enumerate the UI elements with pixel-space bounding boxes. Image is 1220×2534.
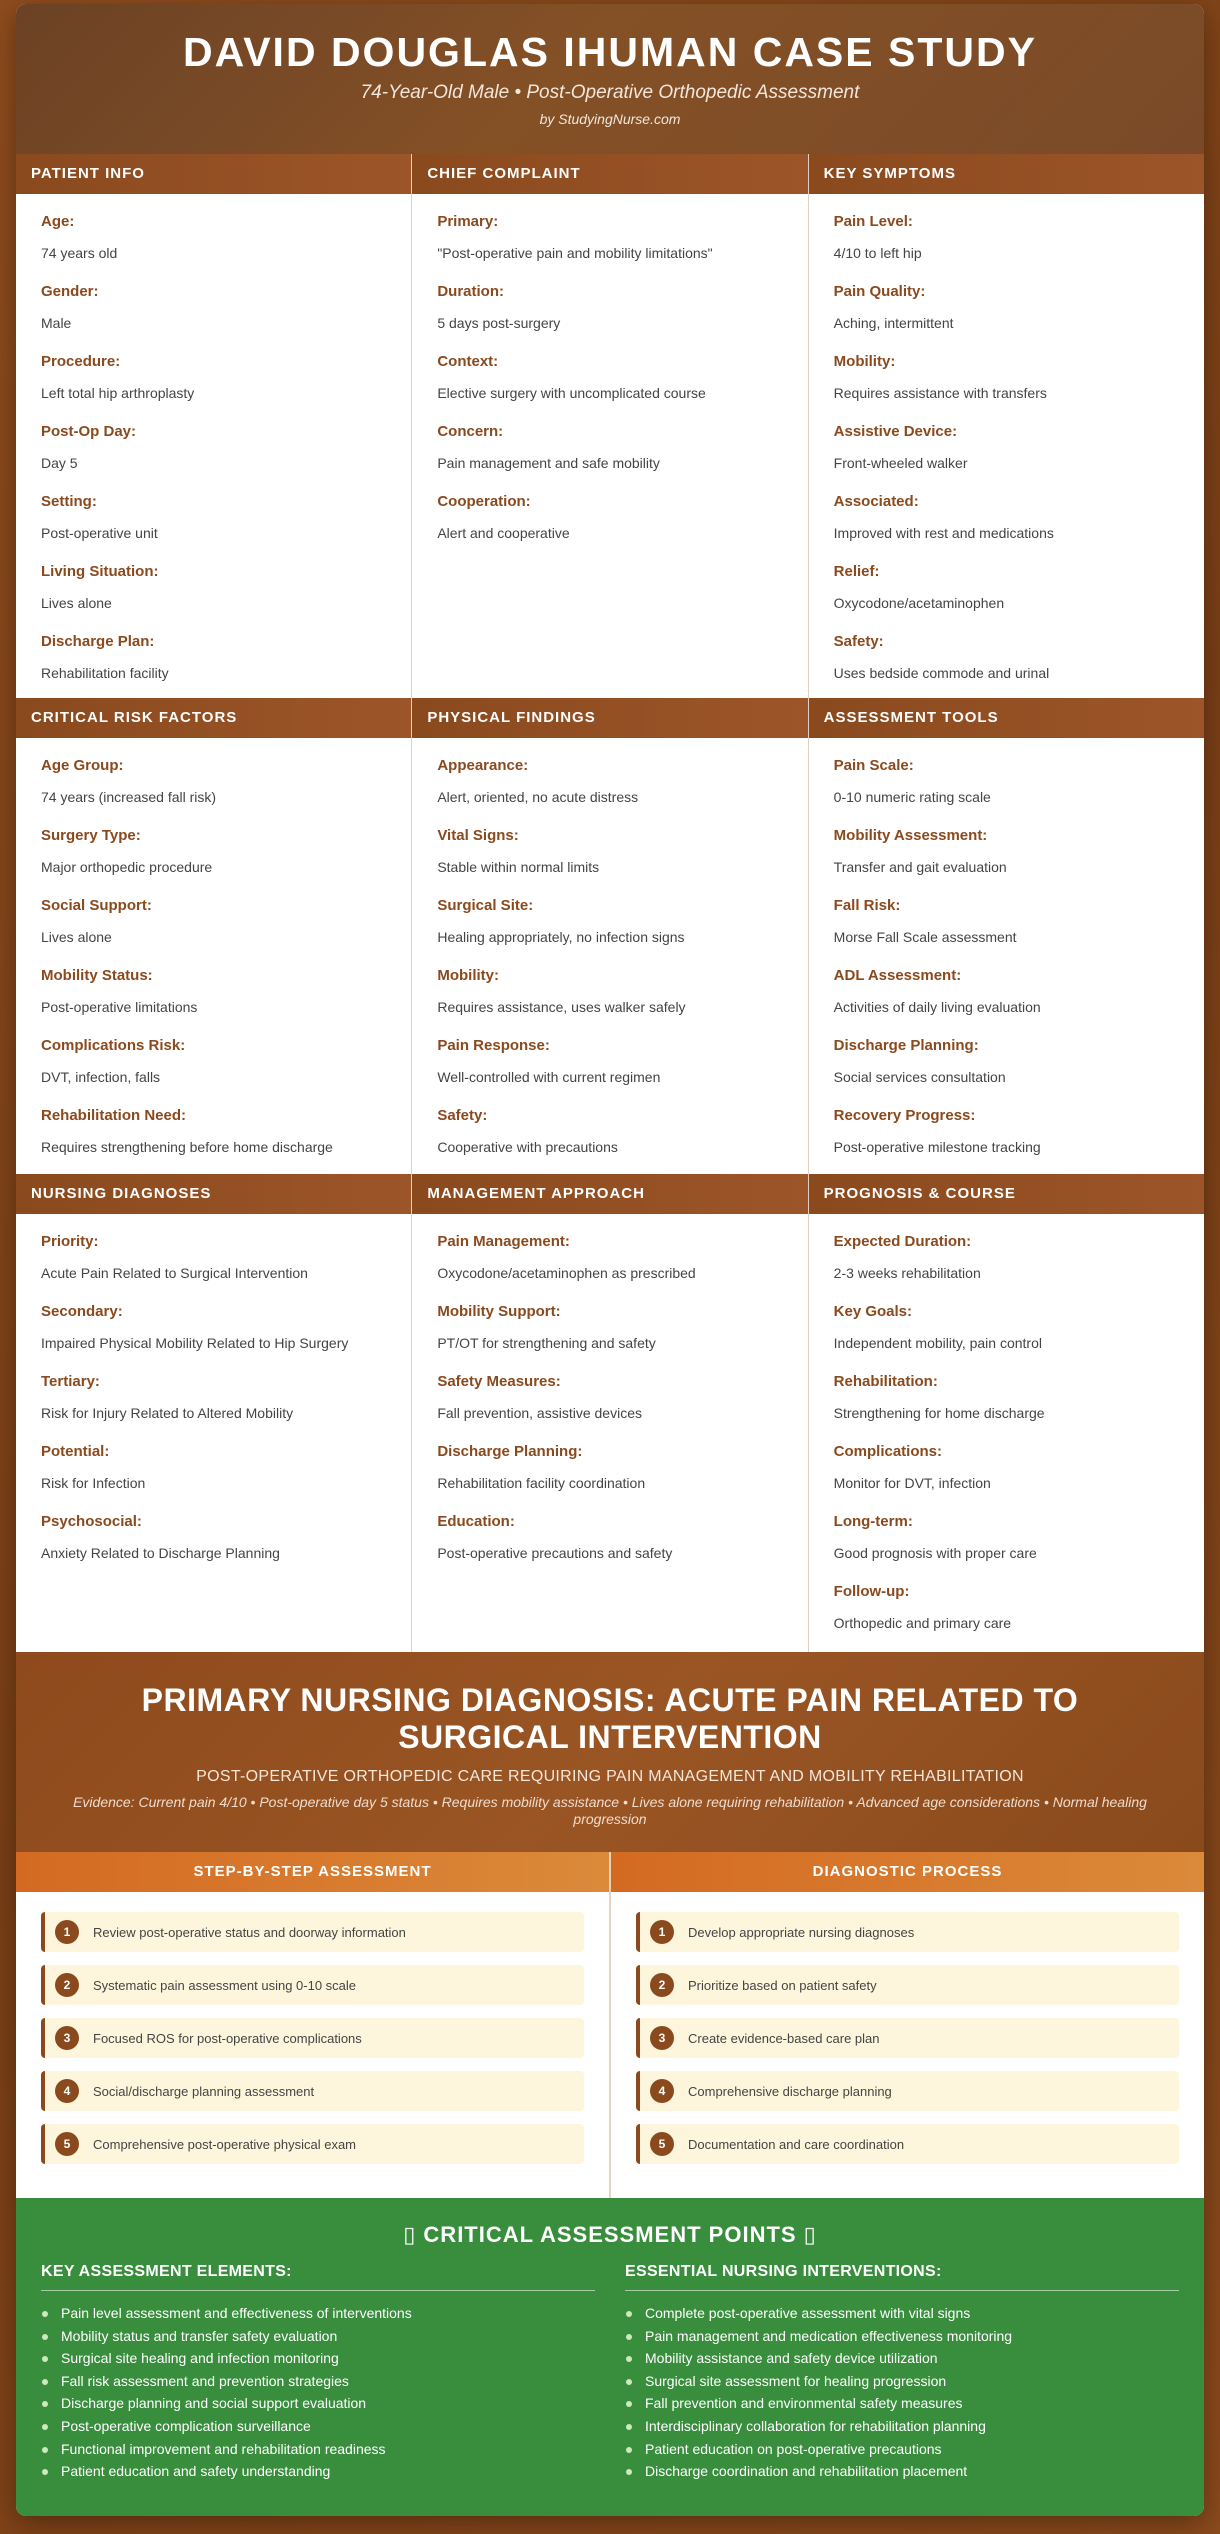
field-value: Improved with rest and medications [833, 525, 1054, 541]
info-row-2 [16, 698, 1204, 1174]
step-text: Comprehensive post-operative physical exam [93, 2136, 357, 2152]
field-value: Male [41, 315, 72, 331]
critical-column-title: ESSENTIAL NURSING INTERVENTIONS: [625, 2263, 1179, 2291]
critical-list-item: Fall prevention and environmental safety measures [625, 2392, 1179, 2415]
field-value: Healing appropriately, no infection signs [437, 929, 685, 945]
critical-list-item: Fall risk assessment and prevention strategies [41, 2370, 595, 2393]
section-title: CHIEF COMPLAINT [412, 154, 807, 194]
field-item [41, 1372, 386, 1422]
field-label: Age Group: [41, 757, 124, 774]
critical-columns [16, 2263, 1204, 2483]
field-item [41, 966, 386, 1016]
step-number-badge: 3 [650, 2026, 674, 2050]
field-value: Oxycodone/acetaminophen [833, 595, 1005, 611]
critical-list-item: Pain management and medication effectiveness monitoring [625, 2325, 1179, 2348]
field-item [41, 632, 386, 682]
chief-complaint-section [412, 154, 808, 698]
field-label: Pain Quality: [833, 283, 926, 300]
field-label: Setting: [41, 493, 97, 510]
field-value: 0-10 numeric rating scale [833, 789, 991, 805]
field-label: Mobility Assessment: [833, 827, 988, 844]
field-label: Safety Measures: [437, 1373, 561, 1390]
step-text: Create evidence-based care plan [688, 2030, 880, 2046]
step-item [636, 2071, 1179, 2111]
case-study-card [16, 4, 1204, 2516]
section-title: KEY SYMPTOMS [809, 154, 1204, 194]
critical-list-item: Patient education on post-operative precautions [625, 2438, 1179, 2461]
field-label: Pain Response: [437, 1037, 550, 1054]
field-value: Strengthening for home discharge [833, 1405, 1045, 1421]
assessment-steps [16, 1852, 611, 2198]
step-text: Comprehensive discharge planning [688, 2083, 892, 2099]
field-label: Social Support: [41, 897, 152, 914]
info-row-1 [16, 154, 1204, 698]
field-item [834, 212, 1179, 262]
field-value: Requires strengthening before home discharge [41, 1139, 333, 1155]
field-label: Complications: [833, 1443, 942, 1460]
steps-title: STEP-BY-STEP ASSESSMENT [16, 1852, 609, 1892]
field-value: Stable within normal limits [437, 859, 600, 875]
primary-diagnosis-evidence: Evidence: Current pain 4/10 • Post-operative day 5 status • Requires mobility assistance • Lives alone requiring rehabilitation • Advanced age considerations • Normal healing progression [73, 1794, 1147, 1827]
critical-column-title: KEY ASSESSMENT ELEMENTS: [41, 2263, 595, 2291]
field-label: Expected Duration: [833, 1233, 972, 1250]
field-value: Rehabilitation facility coordination [437, 1475, 646, 1491]
field-label: Mobility: [437, 967, 499, 984]
prognosis-section [809, 1174, 1204, 1652]
section-body [809, 194, 1204, 698]
field-item [834, 562, 1179, 612]
field-value: 2-3 weeks rehabilitation [833, 1265, 981, 1281]
physical-findings-section [412, 698, 808, 1174]
assessment-tools-section [809, 698, 1204, 1174]
field-item [834, 632, 1179, 682]
field-label: Vital Signs: [437, 827, 519, 844]
field-item [41, 562, 386, 612]
field-label: Primary: [437, 213, 499, 230]
field-item [834, 1372, 1179, 1422]
info-row-3 [16, 1174, 1204, 1652]
field-label: Key Goals: [833, 1303, 913, 1320]
field-item [437, 422, 782, 472]
field-label: Associated: [833, 493, 919, 510]
field-item [41, 1512, 386, 1562]
field-item [834, 966, 1179, 1016]
field-item [437, 492, 782, 542]
section-body [412, 1214, 807, 1652]
field-label: Secondary: [41, 1303, 123, 1320]
field-item [834, 1036, 1179, 1086]
field-label: Pain Management: [437, 1233, 570, 1250]
field-item [437, 1372, 782, 1422]
primary-diagnosis-title: PRIMARY NURSING DIAGNOSIS: ACUTE PAIN RELATED TO SURGICAL INTERVENTION [141, 1682, 1079, 1755]
field-item [834, 1442, 1179, 1492]
section-title: NURSING DIAGNOSES [16, 1174, 411, 1214]
section-title: PROGNOSIS & COURSE [809, 1174, 1204, 1214]
step-text: Documentation and care coordination [688, 2136, 905, 2152]
step-text: Social/discharge planning assessment [93, 2083, 315, 2099]
critical-list-item: Surgical site assessment for healing progression [625, 2370, 1179, 2393]
step-text: Focused ROS for post-operative complications [93, 2030, 362, 2046]
field-item [41, 422, 386, 472]
step-number-badge: 3 [55, 2026, 79, 2050]
field-label: Mobility Status: [41, 967, 153, 984]
field-value: Morse Fall Scale assessment [833, 929, 1017, 945]
field-value: Elective surgery with uncomplicated course [437, 385, 706, 401]
field-label: Cooperation: [437, 493, 531, 510]
field-value: Pain management and safe mobility [437, 455, 660, 471]
field-item [834, 492, 1179, 542]
field-item [437, 1036, 782, 1086]
step-number-badge: 1 [55, 1920, 79, 1944]
field-value: Oxycodone/acetaminophen as prescribed [437, 1265, 696, 1281]
steps-list [611, 1892, 1204, 2164]
field-value: Social services consultation [833, 1069, 1006, 1085]
field-label: ADL Assessment: [833, 967, 962, 984]
field-label: Discharge Planning: [833, 1037, 979, 1054]
field-label: Surgical Site: [437, 897, 534, 914]
step-number-badge: 4 [650, 2079, 674, 2103]
primary-diagnosis-subtitle: POST-OPERATIVE ORTHOPEDIC CARE REQUIRING PAIN MANAGEMENT AND MOBILITY REHABILITATION [196, 1768, 1024, 1785]
field-label: Education: [437, 1513, 515, 1530]
field-value: 74 years old [41, 245, 118, 261]
field-value: Aching, intermittent [833, 315, 954, 331]
field-value: Alert, oriented, no acute distress [437, 789, 639, 805]
field-value: Risk for Infection [41, 1475, 146, 1491]
steps-row [16, 1852, 1204, 2198]
field-label: Priority: [41, 1233, 99, 1250]
step-text: Review post-operative status and doorway information [93, 1924, 406, 1940]
diagnostic-steps [611, 1852, 1204, 2198]
field-value: Transfer and gait evaluation [833, 859, 1007, 875]
patient-info-section [16, 154, 412, 698]
field-value: Anxiety Related to Discharge Planning [41, 1545, 280, 1561]
field-value: Acute Pain Related to Surgical Intervention [41, 1265, 308, 1281]
field-label: Relief: [833, 563, 880, 580]
field-value: DVT, infection, falls [41, 1069, 161, 1085]
step-text: Prioritize based on patient safety [688, 1977, 877, 1993]
step-item [41, 1965, 584, 2005]
field-value: Post-operative limitations [41, 999, 198, 1015]
field-item [834, 422, 1179, 472]
critical-list-item: Functional improvement and rehabilitation readiness [41, 2438, 595, 2461]
field-label: Potential: [41, 1443, 110, 1460]
field-label: Procedure: [41, 353, 121, 370]
section-body [16, 1214, 411, 1652]
field-item [834, 1302, 1179, 1352]
field-value: Rehabilitation facility [41, 665, 169, 681]
field-value: Cooperative with precautions [437, 1139, 618, 1155]
field-label: Post-Op Day: [41, 423, 137, 440]
critical-risk-section [16, 698, 412, 1174]
critical-list-item: Complete post-operative assessment with vital signs [625, 2302, 1179, 2325]
step-item [636, 1912, 1179, 1952]
field-item [437, 966, 782, 1016]
critical-points-section [16, 2198, 1204, 2516]
steps-title: DIAGNOSTIC PROCESS [611, 1852, 1204, 1892]
step-item [41, 2124, 584, 2164]
field-item [437, 1106, 782, 1156]
field-item [834, 1512, 1179, 1562]
field-label: Fall Risk: [833, 897, 901, 914]
field-item [834, 826, 1179, 876]
field-label: Discharge Planning: [437, 1443, 583, 1460]
field-label: Age: [41, 213, 75, 230]
section-body [809, 738, 1204, 1174]
field-value: Requires assistance with transfers [833, 385, 1047, 401]
field-label: Safety: [833, 633, 884, 650]
critical-list-item: Interdisciplinary collaboration for rehabilitation planning [625, 2415, 1179, 2438]
field-item [834, 1232, 1179, 1282]
field-value: Fall prevention, assistive devices [437, 1405, 642, 1421]
critical-list-item: Patient education and safety understanding [41, 2460, 595, 2483]
field-label: Complications Risk: [41, 1037, 186, 1054]
field-value: "Post-operative pain and mobility limitations" [437, 245, 713, 261]
field-label: Concern: [437, 423, 504, 440]
critical-list-item: Pain level assessment and effectiveness of interventions [41, 2302, 595, 2325]
field-value: Requires assistance, uses walker safely [437, 999, 686, 1015]
field-item [41, 1302, 386, 1352]
critical-list [41, 2302, 595, 2483]
field-item [437, 1512, 782, 1562]
field-item [41, 212, 386, 262]
field-value: Independent mobility, pain control [833, 1335, 1042, 1351]
field-item [41, 282, 386, 332]
field-item [41, 896, 386, 946]
field-item [834, 1582, 1179, 1632]
field-label: Recovery Progress: [833, 1107, 976, 1124]
field-item [834, 896, 1179, 946]
field-item [437, 826, 782, 876]
field-label: Psychosocial: [41, 1513, 142, 1530]
field-value: Post-operative precautions and safety [437, 1545, 673, 1561]
step-item [636, 2124, 1179, 2164]
field-item [437, 1302, 782, 1352]
critical-list-item: Surgical site healing and infection monitoring [41, 2347, 595, 2370]
step-text: Develop appropriate nursing diagnoses [688, 1924, 915, 1940]
step-text: Systematic pain assessment using 0-10 scale [93, 1977, 357, 1993]
field-label: Discharge Plan: [41, 633, 155, 650]
field-item [41, 756, 386, 806]
section-body [412, 738, 807, 1174]
field-label: Follow-up: [833, 1583, 910, 1600]
step-number-badge: 5 [55, 2132, 79, 2156]
critical-list-item: Mobility assistance and safety device utilization [625, 2347, 1179, 2370]
step-item [41, 1912, 584, 1952]
field-item [437, 896, 782, 946]
byline: by StudyingNurse.com [539, 111, 681, 127]
field-item [834, 1106, 1179, 1156]
field-value: Well-controlled with current regimen [437, 1069, 661, 1085]
field-value: Front-wheeled walker [833, 455, 968, 471]
field-label: Appearance: [437, 757, 529, 774]
field-item [834, 352, 1179, 402]
field-value: Day 5 [41, 455, 78, 471]
key-assessment-elements [41, 2263, 595, 2483]
field-item [41, 492, 386, 542]
field-value: Good prognosis with proper care [833, 1545, 1037, 1561]
nursing-diagnoses-section [16, 1174, 412, 1652]
section-body [16, 194, 411, 698]
field-value: Post-operative unit [41, 525, 158, 541]
field-item [41, 1232, 386, 1282]
critical-list-item: Discharge coordination and rehabilitation placement [625, 2460, 1179, 2483]
field-label: Mobility: [833, 353, 896, 370]
section-body [412, 194, 807, 698]
page-title: DAVID DOUGLAS IHUMAN CASE STUDY [183, 29, 1037, 75]
field-value: Risk for Injury Related to Altered Mobility [41, 1405, 294, 1421]
field-value: Major orthopedic procedure [41, 859, 213, 875]
step-number-badge: 4 [55, 2079, 79, 2103]
field-value: Lives alone [41, 595, 112, 611]
critical-list-item: Post-operative complication surveillance [41, 2415, 595, 2438]
field-label: Context: [437, 353, 499, 370]
field-label: Tertiary: [41, 1373, 100, 1390]
step-item [41, 2018, 584, 2058]
field-value: Left total hip arthroplasty [41, 385, 195, 401]
field-item [437, 1232, 782, 1282]
critical-list-item: Mobility status and transfer safety evaluation [41, 2325, 595, 2348]
field-item [41, 826, 386, 876]
field-value: Uses bedside commode and urinal [833, 665, 1050, 681]
essential-interventions [625, 2263, 1179, 2483]
field-value: Impaired Physical Mobility Related to Hip Surgery [41, 1335, 349, 1351]
steps-list [16, 1892, 609, 2164]
field-label: Pain Level: [833, 213, 913, 230]
field-value: Orthopedic and primary care [833, 1615, 1012, 1631]
step-number-badge: 2 [650, 1973, 674, 1997]
critical-points-title: ▯ CRITICAL ASSESSMENT POINTS ▯ [403, 2222, 817, 2247]
step-number-badge: 5 [650, 2132, 674, 2156]
key-symptoms-section [809, 154, 1204, 698]
field-value: 4/10 to left hip [833, 245, 922, 261]
field-value: Monitor for DVT, infection [833, 1475, 991, 1491]
section-body [809, 1214, 1204, 1652]
field-label: Rehabilitation: [833, 1373, 938, 1390]
field-value: 5 days post-surgery [437, 315, 561, 331]
critical-list-item: Discharge planning and social support evaluation [41, 2392, 595, 2415]
field-item [437, 756, 782, 806]
field-label: Long-term: [833, 1513, 913, 1530]
field-value: Post-operative milestone tracking [833, 1139, 1041, 1155]
field-item [437, 352, 782, 402]
header [16, 4, 1204, 154]
section-title: MANAGEMENT APPROACH [412, 1174, 807, 1214]
section-title: CRITICAL RISK FACTORS [16, 698, 411, 738]
page-subtitle: 74-Year-Old Male • Post-Operative Orthopedic Assessment [360, 82, 860, 103]
field-label: Surgery Type: [41, 827, 141, 844]
section-title: PHYSICAL FINDINGS [412, 698, 807, 738]
primary-diagnosis-banner [16, 1652, 1204, 1852]
field-label: Gender: [41, 283, 99, 300]
section-body [16, 738, 411, 1174]
field-label: Assistive Device: [833, 423, 958, 440]
section-title: ASSESSMENT TOOLS [809, 698, 1204, 738]
field-item [834, 282, 1179, 332]
section-title: PATIENT INFO [16, 154, 411, 194]
field-label: Safety: [437, 1107, 488, 1124]
field-label: Duration: [437, 283, 504, 300]
critical-list [625, 2302, 1179, 2483]
field-value: 74 years (increased fall risk) [41, 789, 217, 805]
step-number-badge: 1 [650, 1920, 674, 1944]
field-item [834, 756, 1179, 806]
step-item [41, 2071, 584, 2111]
management-approach-section [412, 1174, 808, 1652]
field-item [41, 352, 386, 402]
field-item [437, 282, 782, 332]
field-item [41, 1036, 386, 1086]
step-number-badge: 2 [55, 1973, 79, 1997]
field-item [41, 1442, 386, 1492]
field-item [437, 1442, 782, 1492]
field-label: Mobility Support: [437, 1303, 561, 1320]
field-label: Rehabilitation Need: [41, 1107, 187, 1124]
field-item [41, 1106, 386, 1156]
field-item [437, 212, 782, 262]
field-value: Lives alone [41, 929, 112, 945]
field-value: Activities of daily living evaluation [833, 999, 1041, 1015]
field-value: Alert and cooperative [437, 525, 570, 541]
step-item [636, 1965, 1179, 2005]
field-label: Living Situation: [41, 563, 159, 580]
field-value: PT/OT for strengthening and safety [437, 1335, 656, 1351]
step-item [636, 2018, 1179, 2058]
field-label: Pain Scale: [833, 757, 914, 774]
